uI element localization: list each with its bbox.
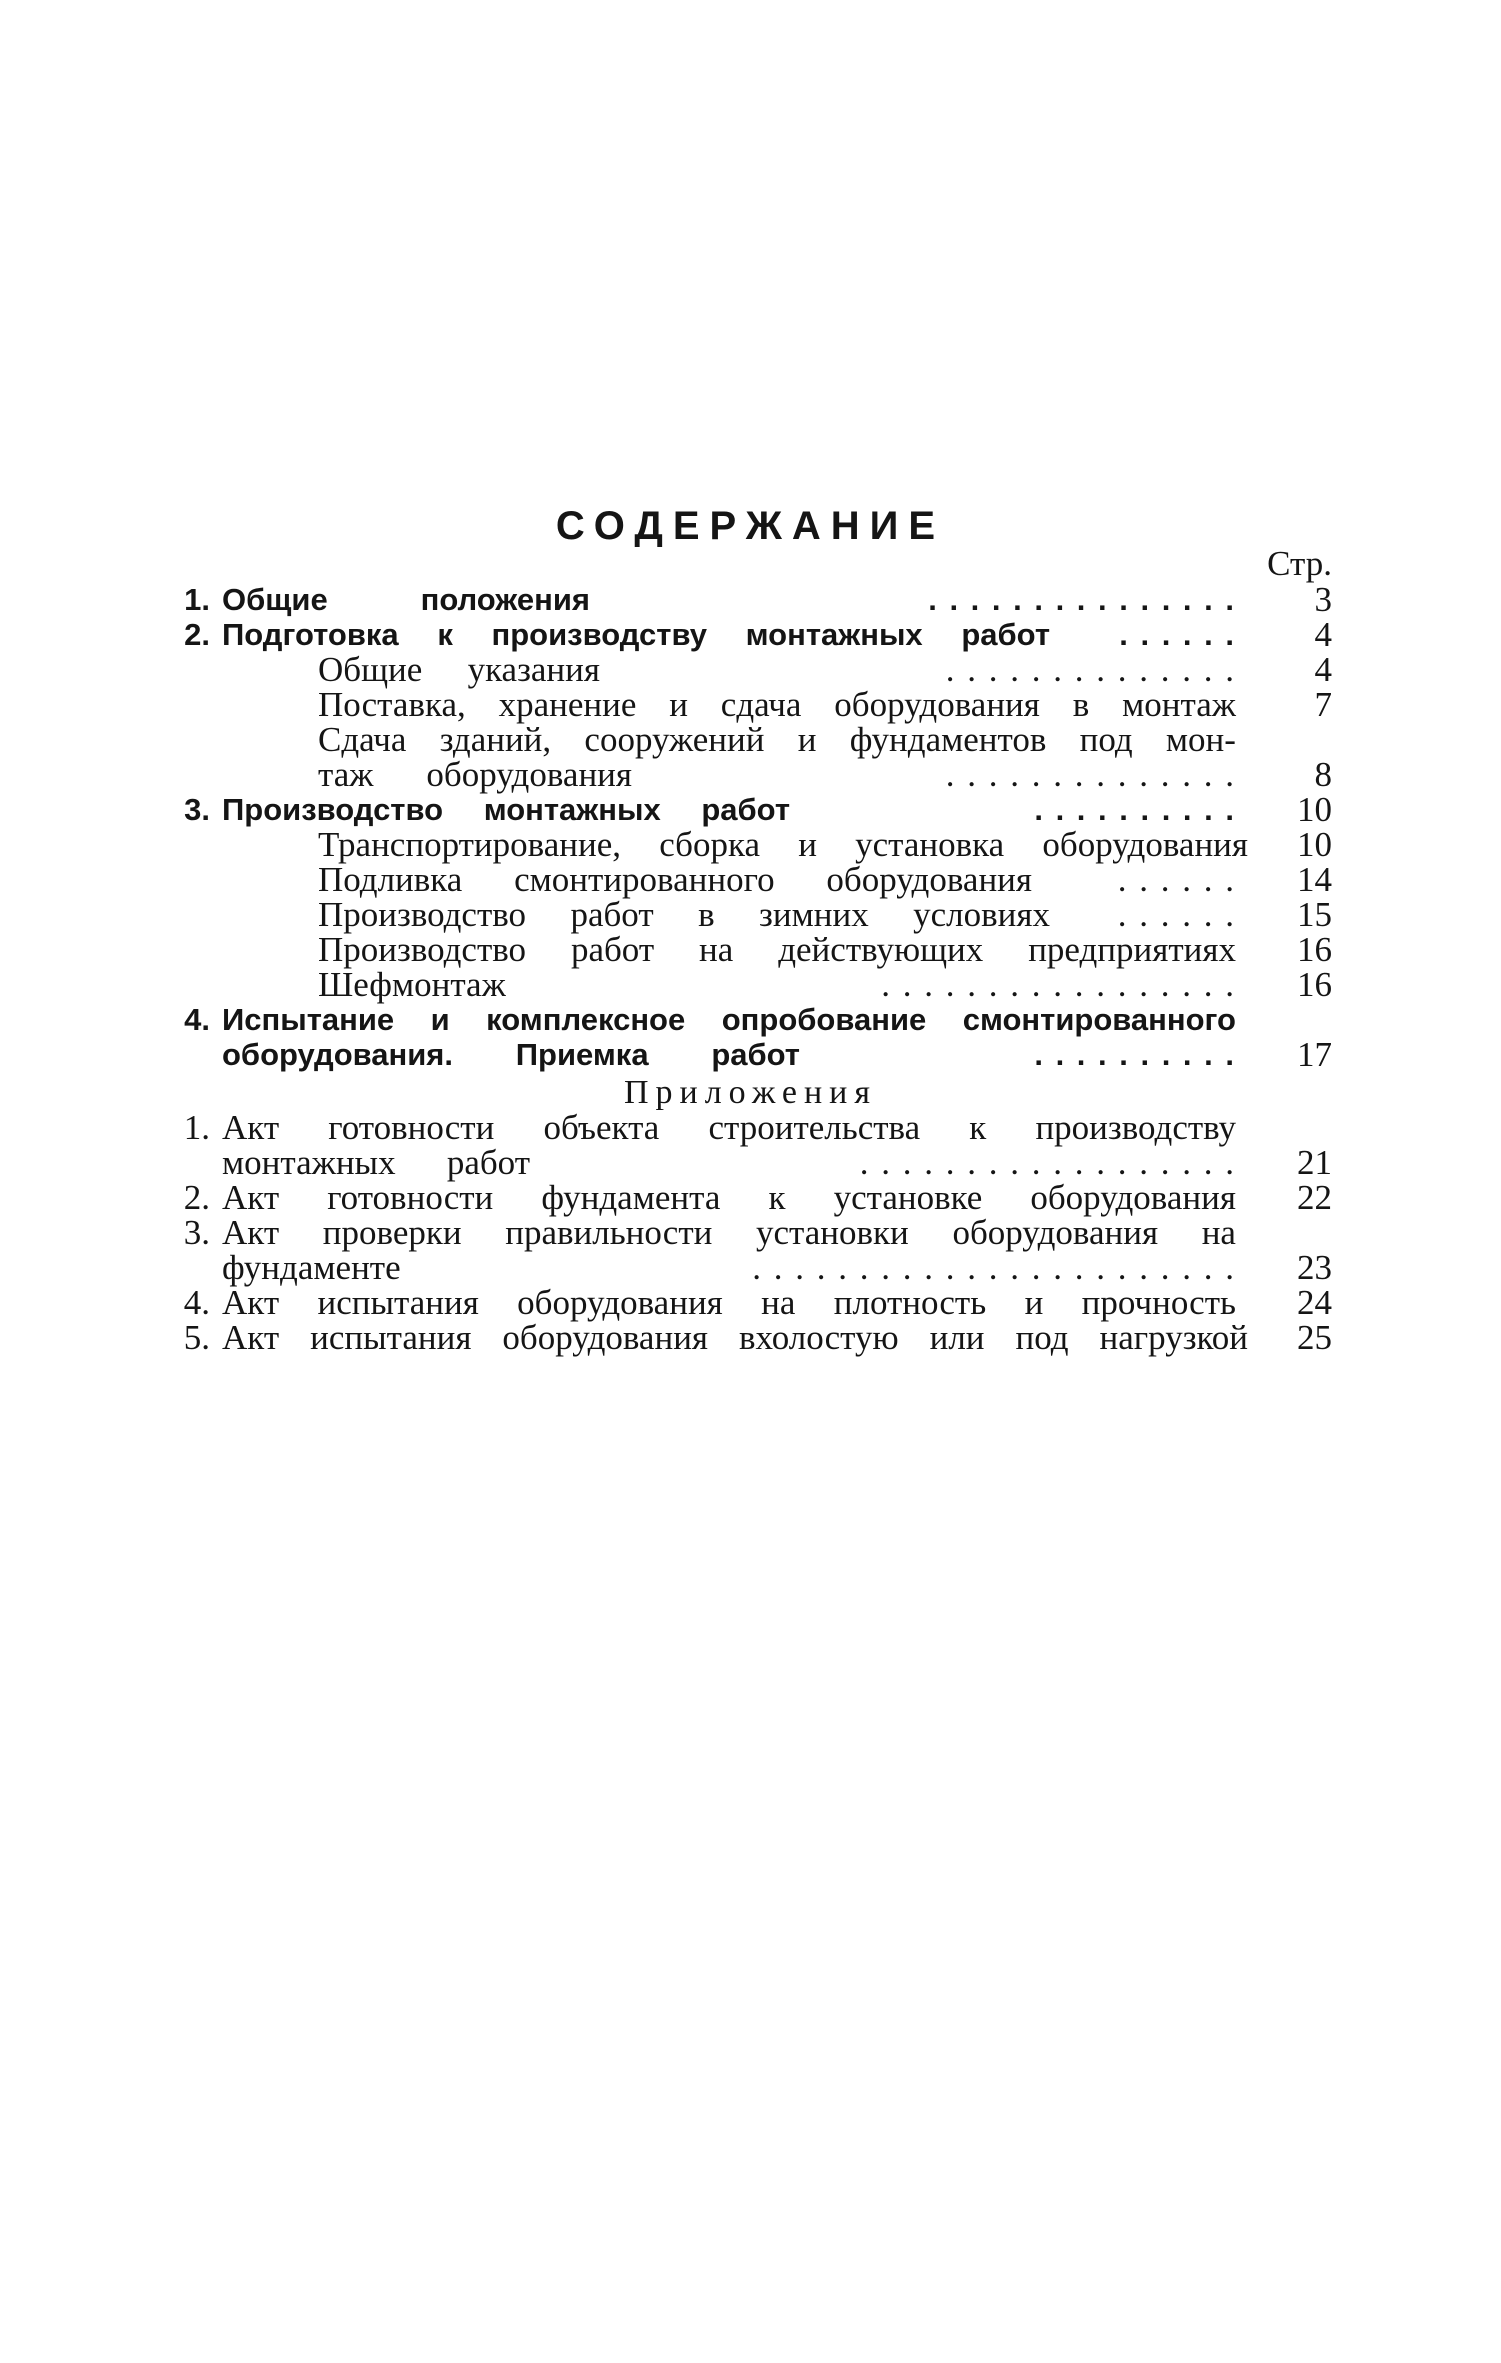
appendix-title: Приложения: [623, 1074, 878, 1111]
toc-appendix-line: [0, 1215, 1501, 1251]
toc-section-text: Общие указания: [318, 650, 600, 689]
toc-appendix-text: монтажных работ: [222, 1143, 530, 1182]
toc-appendix-text: Акт испытания оборудования на плотность и прочность: [222, 1283, 1236, 1322]
toc-section-text: Производство работ в зимних условиях: [318, 895, 1050, 934]
toc-section-text: Подливка смонтированного оборудования: [318, 860, 1032, 899]
toc-appendix-text: фундаменте: [222, 1248, 401, 1287]
toc-section-page-number: 17: [1297, 1035, 1332, 1074]
toc-appendix-line: [0, 1320, 1501, 1356]
toc-section-line: [0, 862, 1501, 898]
toc-appendix-page-number: 25: [1297, 1318, 1332, 1357]
toc-appendix-line: [0, 1250, 1501, 1286]
toc-section-line: [0, 1037, 1501, 1073]
toc-section-line: [0, 582, 1501, 618]
toc-section-number: 2.: [184, 617, 210, 652]
toc-appendix-text: Акт готовности фундамента к установке оборудования: [222, 1178, 1236, 1217]
toc-appendix-text: Акт испытания оборудования вхолостую или под нагрузкой: [222, 1318, 1248, 1357]
toc-appendix-number: 2.: [183, 1178, 210, 1217]
toc-section-page-number: 10: [1297, 825, 1332, 864]
toc-appendix-number: 1.: [183, 1108, 210, 1147]
toc-appendix-number: 4.: [183, 1283, 210, 1322]
toc-section-page-number: 8: [1314, 755, 1332, 794]
toc-section-line: [0, 967, 1501, 1003]
toc-section-line: [0, 932, 1501, 968]
toc-section-text: Производство монтажных работ: [222, 792, 790, 827]
toc-section-text: таж оборудования: [318, 755, 632, 794]
toc-appendix-dot-leader: . . . . . . . . . . . . . . . . . . . . . . .: [752, 1250, 1236, 1286]
toc-appendix-line: [0, 1180, 1501, 1216]
toc-section-text: Поставка, хранение и сдача оборудования в монтаж: [318, 685, 1236, 724]
toc-appendix-text: Акт проверки правильности установки оборудования на: [222, 1213, 1236, 1252]
page-column-label: Стр.: [1267, 544, 1332, 583]
toc-section-dot-leader: . . . . . . . . . . . . . . . . .: [881, 967, 1236, 1003]
toc-appendix-number: 5.: [183, 1318, 210, 1357]
toc-section-text: Транспортирование, сборка и установка оборудования: [318, 825, 1248, 864]
toc-appendix-text: Акт готовности объекта строительства к производству: [222, 1108, 1236, 1147]
toc-section-page-number: 7: [1314, 685, 1332, 724]
toc-section-line: [0, 827, 1501, 863]
toc-section-page-number: 10: [1297, 790, 1332, 829]
toc-section-number: 3.: [184, 792, 210, 827]
toc-section-line: [0, 792, 1501, 828]
toc-section-page-number: 15: [1297, 895, 1332, 934]
toc-section-page-number: 16: [1297, 930, 1332, 969]
toc-appendix-line: [0, 1285, 1501, 1321]
toc-section-line: [0, 897, 1501, 933]
toc-section-line: [0, 1002, 1501, 1038]
toc-section-dot-leader: . . . . . . . . . .: [1034, 1037, 1236, 1072]
toc-appendix-number: 3.: [183, 1213, 210, 1252]
toc-section-text: Испытание и комплексное опробование смонтированного: [222, 1002, 1236, 1037]
toc-section-line: [0, 722, 1501, 758]
toc-section-page-number: 3: [1314, 580, 1332, 619]
toc-section-number: 1.: [184, 582, 210, 617]
toc-section-page-number: 4: [1314, 650, 1332, 689]
toc-section-dot-leader: . . . . . .: [1117, 862, 1236, 898]
toc-appendix-page-number: 24: [1297, 1283, 1332, 1322]
toc-section-number: 4.: [184, 1002, 210, 1037]
toc-section-dot-leader: . . . . . . . . . .: [1034, 792, 1236, 827]
toc-appendix-page-number: 23: [1297, 1248, 1332, 1287]
toc-section-line: [0, 617, 1501, 653]
toc-section-text: Производство работ на действующих предприятиях: [318, 930, 1236, 969]
toc-appendix-page-number: 21: [1297, 1143, 1332, 1182]
toc-appendix-dot-leader: . . . . . . . . . . . . . . . . . .: [859, 1145, 1236, 1181]
toc-section-text: Общие положения: [222, 582, 590, 617]
toc-appendix-line: [0, 1145, 1501, 1181]
toc-section-text: Сдача зданий, сооружений и фундаментов под мон-: [318, 720, 1236, 759]
toc-title: СОДЕРЖАНИЕ: [555, 504, 946, 548]
toc-section-page-number: 16: [1297, 965, 1332, 1004]
toc-section-dot-leader: . . . . . . . . . . . . . .: [945, 757, 1236, 793]
toc-section-line: [0, 757, 1501, 793]
toc-section-dot-leader: . . . . . . . . . . . . . . .: [928, 582, 1236, 617]
toc-section-text: Шефмонтаж: [318, 965, 506, 1004]
toc-section-dot-leader: . . . . . .: [1117, 897, 1236, 933]
toc-section-dot-leader: . . . . . .: [1119, 617, 1236, 652]
toc-section-text: оборудования. Приемка работ: [222, 1037, 800, 1072]
toc-section-page-number: 4: [1314, 615, 1332, 654]
toc-appendix-line: [0, 1110, 1501, 1146]
toc-section-page-number: 14: [1297, 860, 1332, 899]
toc-section-dot-leader: . . . . . . . . . . . . . .: [945, 652, 1236, 688]
toc-section-text: Подготовка к производству монтажных работ: [222, 617, 1050, 652]
toc-appendix-page-number: 22: [1297, 1178, 1332, 1217]
toc-section-line: [0, 652, 1501, 688]
toc-section-line: [0, 687, 1501, 723]
